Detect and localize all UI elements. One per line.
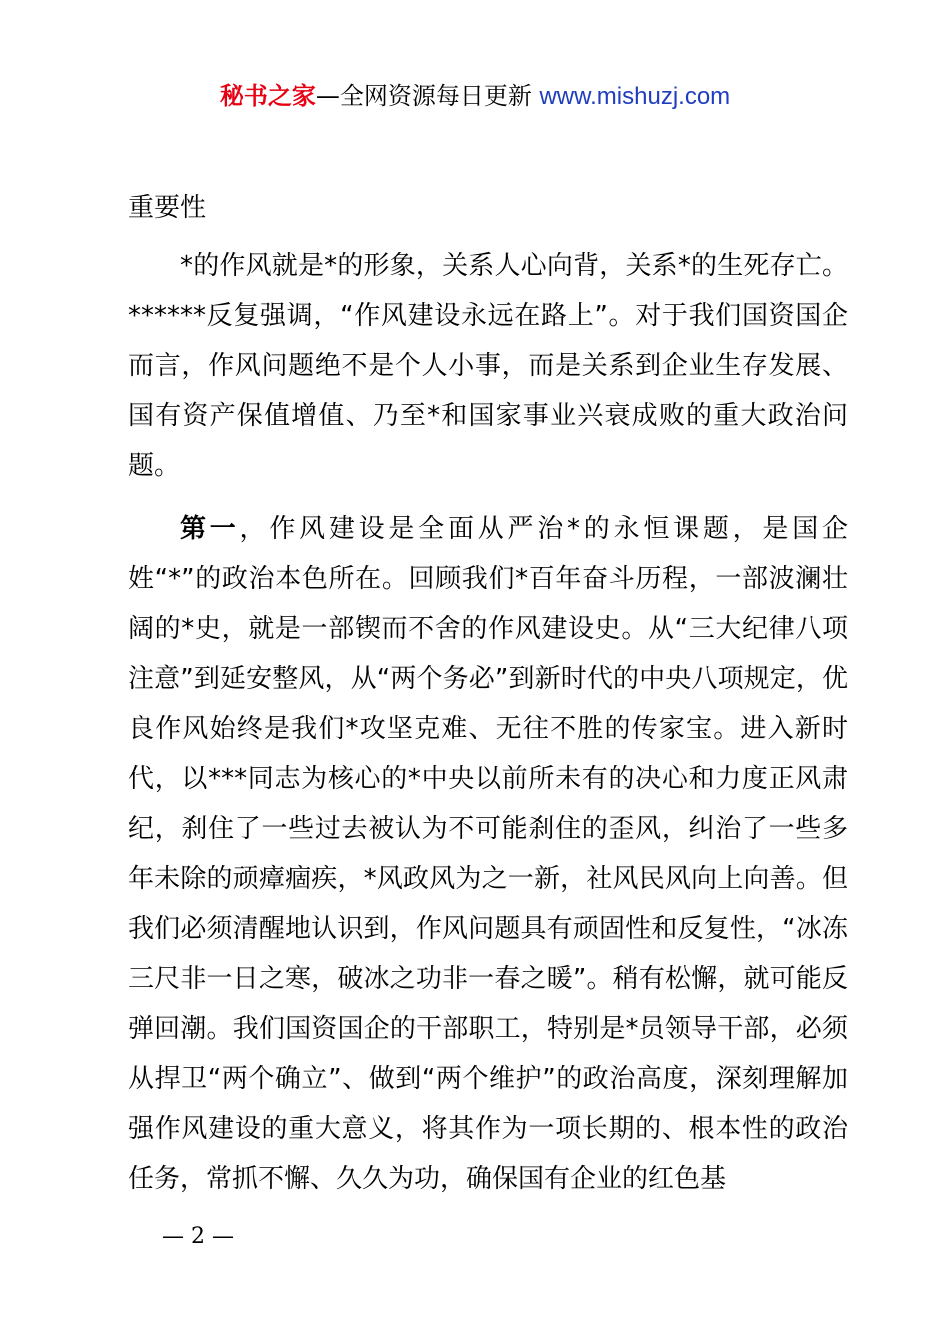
paragraph-first-text: ，作风建设是全面从严治*的永恒课题，是国企姓“*”的政治本色所在。回顾我们*百年奋斗历程，一部波澜壮阔的*史，就是一部锲而不舍的作风建设史。从“三大纪律八项注意”到延安整风，从“两个务必”到新时代的中央八项规定，优良作风始终是我们*攻坚克难、无往不胜的传家宝。进入新时代，以***同志为核心的*中央以前所未有的决心和力度正风肃纪，刹住了一些过去被认为不可能刹住的歪风，纠治了一些多年未除的顽瘴痼疾，*风政风为之一新，社风民风向上向善。但我们必须清醒地认识到，作风问题具有顽固性和反复性，“冰冻三尺非一日之寒，破冰之功非一春之暖”。稍有松懈，就可能反弹回潮。我们国资国企的干部职工，特别是*员领导干部，必须从捍卫“两个确立”、做到“两个维护”的政治高度，深刻理解加强作风建设的重大意义，将其作为一项长期的、根本性的政治任务，常抓不懈、久久为功，确保国有企业的红色基: [128, 514, 848, 1194]
page-number: — 2 —: [162, 1224, 234, 1249]
paragraph-lead-label: 第一: [180, 514, 240, 544]
paragraph-first: [128, 504, 848, 1204]
heading-continuation: 重要性: [128, 193, 207, 223]
document-body: [128, 183, 848, 1204]
site-url-link[interactable]: www.mishuzj.com: [539, 83, 731, 110]
paragraph-intro: *的作风就是*的形象，关系人心向背，关系*的生死存亡。******反复强调，“作风建设永远在路上”。对于我们国资国企而言，作风问题绝不是个人小事，而是关系到企业生存发展、国有资产保值增值、乃至*和国家事业兴衰成败的重大政治问题。: [128, 251, 848, 481]
site-banner: [0, 78, 950, 115]
banner-tagline: —全网资源每日更新: [315, 82, 540, 110]
brand-name: 秘书之家: [219, 82, 316, 110]
